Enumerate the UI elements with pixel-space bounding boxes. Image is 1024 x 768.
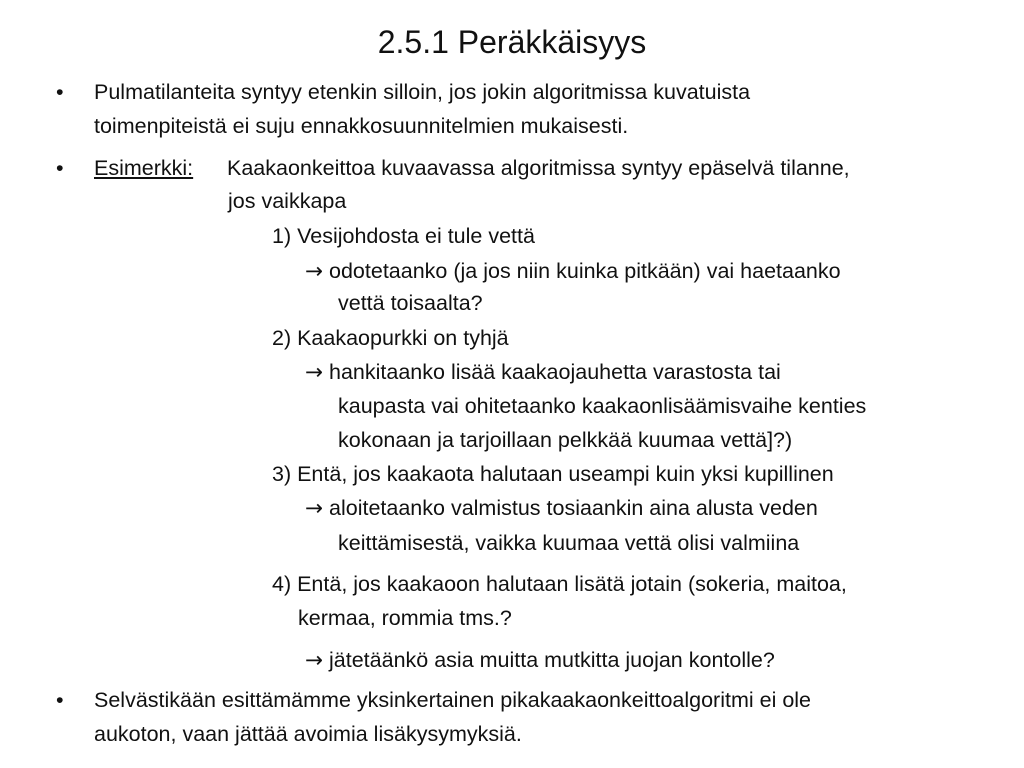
example-label: Esimerkki: [94, 156, 194, 180]
arrow-right-icon: → [305, 259, 324, 284]
item-4-text-line-1: 4) Entä, jos kaakaoon halutaan lisätä jotain (sokeria, maitoa, [272, 572, 847, 596]
item-3-text: 3) Entä, jos kaakaota halutaan useampi kuin yksi kupillinen [272, 462, 834, 486]
bullet-3-line-2: aukoton, vaan jättää avoimia lisäkysymyksiä. [94, 722, 522, 746]
item-2-answer-line-1: → hankitaanko lisää kaakaojauhetta varastosta tai [305, 356, 781, 389]
bullet-2-line-2: jos vaikkapa [228, 189, 347, 213]
slide-title: 2.5.1 Peräkkäisyys [377, 24, 647, 60]
item-3-answer-line-1: → aloitetaanko valmistus tosiaankin aina alusta veden [305, 492, 818, 525]
item-1-answer-line-2: vettä toisaalta? [338, 291, 483, 315]
bullet-2-marker: • [56, 156, 64, 180]
item-1-answer-line-1: → odotetaanko (ja jos niin kuinka pitkään) vai haetaanko [305, 255, 841, 288]
arrow-right-icon: → [305, 648, 324, 673]
item-1-text: 1) Vesijohdosta ei tule vettä [272, 224, 535, 248]
arrow-right-icon: → [305, 496, 324, 521]
item-3-answer-line-2: keittämisestä, vaikka kuumaa vettä olisi valmiina [338, 531, 800, 555]
bullet-1-line-2: toimenpiteistä ei suju ennakkosuunnitelmien mukaisesti. [94, 114, 629, 138]
item-4-answer-line-1: → jätetäänkö asia muitta mutkitta juojan kontolle? [305, 644, 775, 677]
bullet-3-marker: • [56, 688, 64, 712]
item-4-text-line-2: kermaa, rommia tms.? [298, 606, 512, 630]
bullet-3-line-1: Selvästikään esittämämme yksinkertainen pikakaakaonkeittoalgoritmi ei ole [94, 688, 812, 712]
bullet-1-marker: • [56, 80, 64, 104]
arrow-right-icon: → [305, 360, 324, 385]
item-2-answer-line-3: kokonaan ja tarjoillaan pelkkää kuumaa vettä]?) [338, 428, 793, 452]
item-2-text: 2) Kaakaopurkki on tyhjä [272, 326, 509, 350]
bullet-1-line-1: Pulmatilanteita syntyy etenkin silloin, jos jokin algoritmissa kuvatuista [94, 80, 751, 104]
bullet-2-line-1: Kaakaonkeittoa kuvaavassa algoritmissa syntyy epäselvä tilanne, [227, 156, 850, 180]
item-2-answer-line-2: kaupasta vai ohitetaanko kaakaonlisäämisvaihe kenties [338, 394, 867, 418]
